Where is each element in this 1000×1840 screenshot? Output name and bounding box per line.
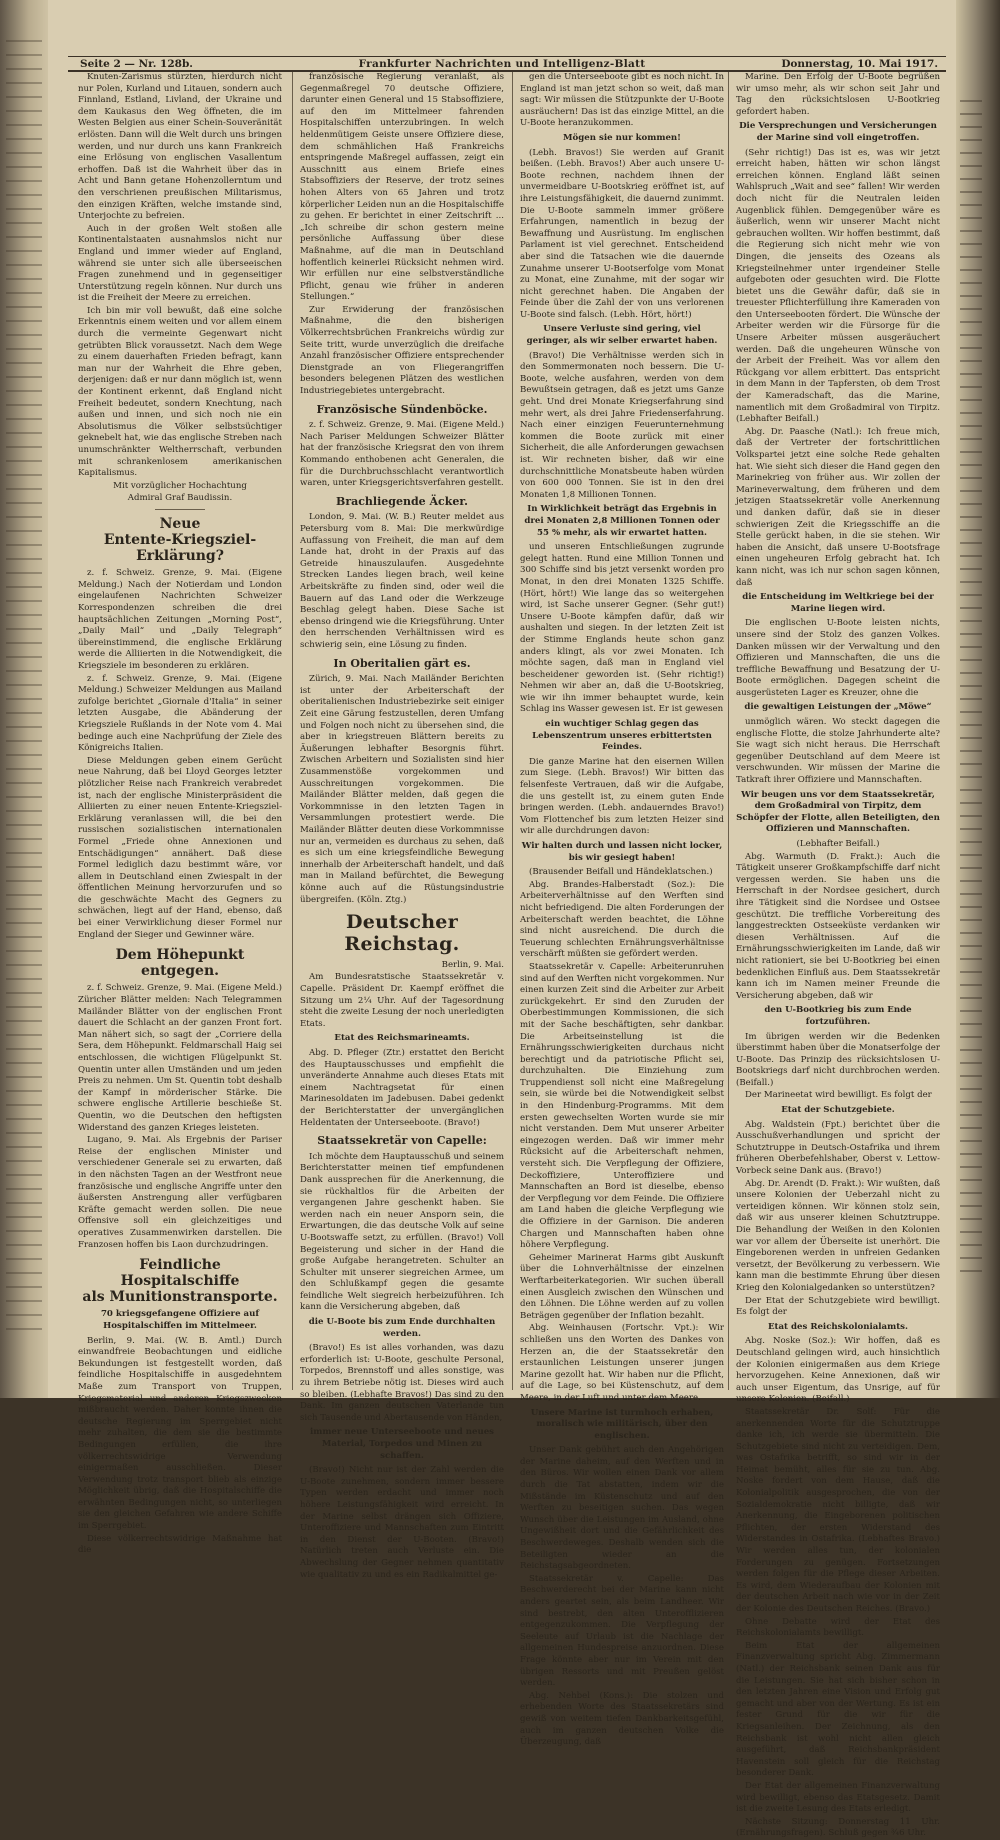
paragraph: (Lebh. Bravos!) Sie werden auf Granit beißen. (Lebh. Bravos!) Aber auch unsere U-Boote rechnen, nachdem ihnen der unvermeidbare U-Bootskrieg eröffnet ist, auf ihre Leistungsfähigkeit, die dauernd zunimmt. Die U-Boote sammeln immer größere Erfahrungen, namentlich in bezug der Bewaffnung und Ausrüstung. Im englischen Parlament ist viel gerechnet. Entscheidend aber sind die Tatsachen wie die dauernde Zunahme unserer U-Bootserfolge vom Monat zu Monat, eine Zunahme, mit der sogar wir nicht gerechnet haben. Die Angaben der Feinde über die Zahl der von uns verlorenen U-Boote sind falsch. (Lebh. Hört, hört!) xyxy=(520,147,724,320)
subheadline: Wir beugen uns vor dem Staatssekretär, dem Großadmiral von Tirpitz, dem Schöpfer der Flotte, allen Beteiligten, den Offizieren und Mannschaften. xyxy=(736,789,940,835)
subheadline: die gewaltigen Leistungen der „Möwe“ xyxy=(744,702,932,713)
paragraph: Lugano, 9. Mai. Als Ergebnis der Pariser Reise der englischen Minister und verschiedener Generale sei zu erwarten, daß in den nächsten Tagen an der Westfront neue französische und englische Angriffe unter den äußersten Anstrengung aller verfügbaren Kräfte gemacht werden sollen. Die neue Offensive soll ein gleichzeitiges und operatives Zusammenwirken darstellen. Die Franzosen hoffen bis Laon durchzudringen. xyxy=(78,1135,282,1250)
paragraph: z. f. Schweiz. Grenze, 9. Mai. (Eigene Meldung.) Nach der Notierdam und London eingelaufenen Nachrichten Schweizer Korrespondenzen schreiben die drei hauptsächlichen Zeitungen „Morning Post“, „Daily Mail“ und „Daily Telegraph“ übereinstimmend, die englische Erklärung werde die Alliierten in die Notwendigkeit, die Kriegsziele im besonderen zu erklären. xyxy=(78,568,282,671)
subheadline: Die Versprechungen und Versicherungen der Marine sind voll eingetroffen. xyxy=(739,121,937,143)
paragraph: London, 9. Mai. (W. B.) Reuter meldet aus Petersburg vom 8. Mai: Die merkwürdige Auffassung von Freiheit, die man auf dem Lande hat, droht in der Praxis auf das Getreide hinauszulaufen. Ausgedehnte Strecken Landes liegen brach, weil keine Arbeitskräfte zu finden sind, oder weil die Bauern auf das Land oder die Werkzeuge Beschlag gelegt haben. Diese Sache ist ebenso dringend wie die Kriegsführung. Unter den herrschenden Verhältnissen wird es schwierig sein, eine Lösung zu finden. xyxy=(300,512,504,650)
subheadline: Unsere Marine ist turmhoch erhaben, moralisch wie militärisch, über den englischen. xyxy=(530,1407,714,1441)
subheadline: Etat der Schutzgebiete. xyxy=(781,1105,895,1116)
paragraph: z. f. Schweiz. Grenze, 9. Mai. (Eigene Meldung.) Schweizer Meldungen aus Mailand zufolge berichtet „Giornale d'Italia“ in seiner letzten Ausgabe, die Abänderung der Kriegsziele Rußlands in der Note vom 4. Mai bedinge auch eine Nachprüfung der Ziele des Königreichs Italien. xyxy=(78,673,282,754)
paragraph: Ohne Debatte wird der Etat des Reichskolonialamts bewilligt. xyxy=(736,1616,940,1639)
subheadline: 70 kriegsgefangene Offiziere auf Hospitalschiffen im Mittelmeer. xyxy=(100,1309,260,1331)
paragraph: Die ganze Marine hat den eisernen Willen zum Siege. (Lebh. Bravos!) Wir bitten das felsenfeste Vertrauen, daß wir die Aufgabe, die uns gestellt ist, zu einem guten Ende bringen werden. (Lebh. andauerndes Bravo!) Vom Flottenchef bis zum letzten Heizer sind wir alle durchdrungen davon: xyxy=(520,756,724,837)
column-divider xyxy=(512,72,513,1390)
paragraph: z. f. Schweiz. Grenze, 9. Mai. (Eigene Meld.) Züricher Blätter melden: Nach Telegrammen Mailänder Blätter von der englischen Front dauert die Schlacht an der ganzen Front fort. Man nähert sich, so sagt der „Corriere della Sera, dem Höhepunkt. Feldmarschall Haig sei entschlossen, die wichtigen Flügelpunkt St. Quentin unter allen Umständen und um jeden Preis zu nehmen. Um St. Quentin tobt deshalb der Kampf in mörderischer Stärke. Die schwere englische Artillerie beschieße St. Quentin, wo die Deutschen den heftigsten Widerstand des ganzen Krieges leisteten. xyxy=(78,983,282,1133)
headline: Entente-Kriegsziel-Erklärung? xyxy=(103,532,257,565)
paragraph: (Bravo!) Die Verhältnisse werden sich in den Sommermonaten noch bessern. Die U-Boote, welche ausfahren, werden von dem Bewußtsein getragen, daß es jetzt ums Ganze geht. Und drei Monate Kriegserfahrung sind mehr wert, als drei Jahre Friedenserfahrung. Nach einer einzigen Feuerunternehmung kommen die Boote zurück mit einer Sicherheit, die alle Anforderungen gewachsen ist. Wir rechneten bisher, daß wir eine durchschnittliche Monatsbeute haben würden von 600 000 Tonnen. Sie ist in den drei Monaten 1,8 Millionen Tonnen. xyxy=(520,350,724,500)
paragraph: Abg. Dr. Paasche (Natl.): Ich freue mich, daß der Vertreter der fortschrittlichen Volkspartei jetzt eine solche Rede gehalten hat. Wie sieht sich dieser die Hand gegen den Marinekrieg von früher aus. Wir zollen der Marineverwaltung, dem früheren und dem jetzigen Staatssekretär volle Anerkennung und danken dafür, daß sie in dieser schwierigen Zeit die Kriegsschiffe an die Stelle gerückt haben, in die sie stehen. Wir haben die Ansicht, daß unsere U-Bootsfrage einen ungeheuren Erfolg gebracht hat. Ich kann nicht, was ich nur schon sagen können, daß xyxy=(736,426,940,588)
paragraph: Staatssekretär Dr. Solf: Für die anerkennenden Worte für die Schutztruppe danke ich, ich werde sie übermitteln. Die Schutzgebiete sind nicht zu verteidigen. Dem, was Ostafrika betrifft, so sind wir in der Heimat bemüht, alles für sie zu tun. Abg. Noske fordert von dem Hause, daß die Kolonialpolitik ausgesprochen, die von der Sozialdemokratie nicht billigte, daß wir Anerkennung, die Eingeborenen politischen Pflichten, der ersten Widerstand des Widerstandes in Ostafrika. (Lebhaftes Bravo.) Wir werden alles tun, der kolonialen Forderungen zu genügen. Fortsetzungen werden folgen für die Pflege dieser Arbeiten. Es wird, dem Wiederaufbau der Kolonien mit der deutschen Arbeit nach wie vor in der Zeit der Kolonie des Deutschen Reiches. (Bravo.) xyxy=(736,1406,940,1614)
column-2 xyxy=(300,72,504,1580)
subheadline: Mögen sie nur kommen! xyxy=(563,132,681,143)
column-divider xyxy=(292,72,293,1390)
paragraph: Diese Meldungen geben einem Gerücht neue Nahrung, daß bei Lloyd Georges letzter plötzlicher Reise nach Frankreich verabredet ist, nach der englische Ministerpräsident die Alliierten zu einer neuen Entente-Kriegsziel-Erklärung veranlassen will, die bei den russischen sozialistischen internationalen Formel „Friede ohne Annexionen und Entschädigungen“ annähert. Daß diese Formel lediglich dazu bestimmt wäre, vor allem in Deutschland einen Zwiespalt in der öffentlichen Meinung hervorzurufen und so die geschwächte Macht des Gegners zu schwächen, liegt auf der Hand, ebenso, daß bei einer Verwirklichung dieser Formel nur England der Sieger und Gewinner wäre. xyxy=(78,755,282,940)
paragraph: (Sehr richtig!) Das ist es, was wir jetzt erreicht haben, hätten wir schon längst erreichen können. England läßt seinen Wahlspruch „Wait and see“ fallen! Wir werden doch nicht für die Neutralen leiden Augenblick fühlen. Demgegenüber wäre es äußerlich, wenn wir unserer Macht nicht gebrauchen wollten. Wir hoffen bestimmt, daß die Regierung sich nicht mehr wie von Dingen, die jenseits des Ozeans als Kriegsteilnehmer unter irgendeiner Stelle aufgeboten oder gesuchten wird. Die Flotte bietet uns die Gewähr dafür, daß sie in treuester Pflichterfüllung ihre Kameraden von den Unterseebooten fördert. Die Wünsche der Arbeiter werden wir die Fürsorge für die Unsere Arbeiter müssen ausgeräuchert werden. Daß die ungeheuren Wünsche von der Arbeit der Freiheit. Was vor allem den Rückgang vor allem erbittert. Das entspricht in dem Mann in der Tapfersten, ob dem Trost der Kameradschaft, das die Marine, namentlich mit dem Großadmiral von Tirpitz. (Lebhafter Beifall.) xyxy=(736,147,940,425)
paragraph: Unser Dank gebührt auch den Angehörigen der Marine daheim, auf den Werften und in den Büros. Wir wollen einen Dank vor allem durch die Tat abstatten, indem wir die Mißstände im Küstenschutz und auf den Werften zu beseitigen suchen. Das wegen Wunsch über die Leistungen im Ausland, ohne Ungewißheit dort und die Gefährlichkeit des Beschwerdeweges. Deshalb wenden sich die Beteiligten wieder an die Reichstagsabgeordneten. xyxy=(520,1445,724,1572)
adjacent-page-right xyxy=(956,0,1000,1398)
subheadline: ein wuchtiger Schlag gegen das Lebenszentrum unseres erbittertsten Feindes. xyxy=(532,719,712,753)
paragraph: gen die Unterseeboote gibt es noch nicht. In England ist man jetzt schon so weit, daß man sagt: Wir müssen die Stützpunkte der U-Boote ausräuchern! Das ist das einzige Mittel, an die U-Boote heranzukommen. xyxy=(520,72,724,129)
header-rule-top xyxy=(68,56,946,57)
paragraph: Abg. Noske (Soz.): Wir hoffen, daß es Deutschland gelingen wird, auch hinsichtlich der Kolonien einigermaßen aus dem Kriege hervorzugehen. Keine Annexionen, daß wir auch unser Eigentum, das Unsrige, auf für unsere Kolonien. (Beifall.) xyxy=(736,1336,940,1405)
closing-line: Mit vorzüglicher Hochachtung xyxy=(113,480,247,491)
column-divider xyxy=(728,72,729,1390)
subheadline: die Entscheidung im Weltkriege bei der Marine liegen wird. xyxy=(742,592,934,614)
issue-date: Donnerstag, 10. Mai 1917. xyxy=(781,58,938,70)
headline: Brachliegende Äcker. xyxy=(336,494,468,508)
paragraph: z. f. Schweiz. Grenze, 9. Mai. (Eigene Meld.) Nach Pariser Meldungen Schweizer Blätter hat der französische Kriegsrat den von ihrem Kommando enthobenen acht Generalen, die für die Durchbruchsschlacht verantwortlich waren, unter Kriegsgerichtsverfahren gestellt. xyxy=(300,420,504,489)
paragraph: (Bravo!) Nicht nur ist der Zahl werden die U-Boote zunehmen, sondern immer bessere Typen werden erdacht und immer noch höhere Leistungsfähigkeit wird erreicht. In der Marine selbst drängen sich Offiziere, Unteroffiziere und Mannschaften zum Eintritt in den Dienst der U-Booten. (Bravo!) Natürlich treten auch Verluste ein. Die Abwechslung der Gegner nehmen quantitativ wie qualitativ zu und es ein Radikalmittel ge- xyxy=(300,1465,504,1580)
headline: Feindliche Hospitalschiffe xyxy=(120,1257,240,1290)
headline: als Munitionstransporte. xyxy=(82,1289,278,1306)
signature: Admiral Graf Baudissin. xyxy=(127,493,233,504)
paragraph: Der Marineetat wird bewilligt. Es folgt der xyxy=(745,1090,932,1101)
paragraph: und unseren Entschließungen zugrunde gelegt hatten. Rund eine Million Tonnen und 300 Schiffe sind bis jetzt versenkt worden pro Monat, in den drei Monaten 1325 Schiffe. (Hört, hört!) Wie lange das so weitergehen wird, ist Sache unserer Gegner. (Sehr gut!) Unsere U-Boote kämpfen dafür, daß wir aushalten und siegen. In der letzten Zeit ist der Stimme Englands heute schon ganz anders klingt, als vor zwei Monaten. Ich möchte sagen, daß man in England viel bescheidener geworden ist. (Sehr richtig!) Nehmen wir aber an, daß die U-Bootskrieg, wie wir ihn immer behauptet wurde, kein Schlag ins Wasser gewesen ist. Er ist gewesen xyxy=(520,542,724,715)
paragraph: Zur Erwiderung der französischen Maßnahme, die den bisherigen Völkerrechtsbrüchen Frankreichs würdig zur Seite tritt, wurde unverzüglich die dreifache Anzahl französischer Offiziere entsprechender Dienstgrade an von Fliegerangriffen besonders belegenen Plätzen des westlichen Industriegebietes untergebracht. xyxy=(300,304,504,397)
paragraph: Ich bin mir voll bewußt, daß eine solche Erkenntnis einem weiten und vor allem einem durch die vermeinte Gegenwart nicht getrübten Blick voraussetzt. Nach dem Wege zu einem dauerhaften Frieden befragt, kann man nur der Wahrheit die Ehre geben, derjenigen: daß er nur dann möglich ist, wenn der Kontinent erkennt, daß England nicht Freiheit bedeutet, sondern Knechtung, nach außen und innen, und sich noch nie ein Absolutismus die Völker selbstsüchtiger geknebelt hat, wie das englische Streben nach unumschränkter Weltherrschaft, verbunden mit schrankenlosem amerikanischen Kapitalismus. xyxy=(78,305,282,479)
paragraph: Die englischen U-Boote leisten nichts, unsere sind der Stolz des ganzen Volkes. Danken müssen wir der Verwaltung und den Offizieren und Mannschaften, die uns die treffliche Bewaffnung und Besatzung der U-Boote ermöglichen. Dagegen scheint die ausgerüsteten Lager es Kreuzer, ohne die xyxy=(736,618,940,698)
paragraph: Diese völkerrechtswidrige Maßnahme hat die xyxy=(78,1533,282,1556)
headline: Neue xyxy=(159,515,201,532)
paragraph: Der Etat der Schutzgebiete wird bewilligt. Es folgt der xyxy=(736,1295,940,1318)
paragraph: französische Regierung veranlaßt, als Gegenmaßregel 70 deutsche Offiziere, darunter einen General und 15 Stabsoffiziere, auf den im Mittelmeer fahrenden Hospitalschiffen unterzubringen. In welch heldenmütigem Geiste unsere Offiziere diese, dem schmählichen Haß Frankreichs entspringende Maßregel auffassen, zeigt ein Ausschnitt aus einem Briefe eines Stabsoffiziers der Reserve, der trotz seines hohen Alters von 65 Jahren und trotz körperlicher Leiden nun an die Hospitalschiffe zu gehen. Er berichtet in einer Zeitschrift ... „Ich schreibe dir schon gestern meine persönliche Auffassung über diese Maßnahme, auf die man in Deutschland hoffentlich keinerlei Rücksicht nehmen wird. Wir erfüllen nur eine selbstverständliche Pflicht, genau wie früher in anderen Stellungen.“ xyxy=(300,72,504,303)
paragraph: Beim Etat der allgemeinen Finanzverwaltung spricht Abg. Zimmermann (Natl.) der Reichsbank seinen Dank aus für die Leistungen. Sie hat sich bisher schon in den letzten Jahren eine Vision und Erfolg gut gemacht und aber von der Wertung. Es ist ein fester Grund für die wir für die Kriegsanleihen. Der Zeichnung, als den Reichsbank ist wohl nicht allen gleich ausgeführt, daß Reichsbankpräsident Havenstein soll gleich für die Reichstag besonderer Dank. xyxy=(736,1640,940,1779)
paragraph: unmöglich wären. Wo steckt dagegen die englische Flotte, die stolze Jahrhunderte alte? Sie wagt sich nicht heraus. Die Herrschaft gegenüber Deutschland auf dem Meere ist verschwunden. Wir müssen der Marine die Tatkraft ihrer Offiziere und Mannschaften. xyxy=(736,717,940,786)
paragraph: Abg. Weinhausen (Fortschr. Vpt.): Wir schließen uns den Worten des Dankes von Herzen an, die der Staatssekretär den erstaunlichen Leistungen unserer jungen Marine gezollt hat. Wir haben nur die Pflicht, auf die Lage, so bei Küstenschutz, auf dem Meere, in der Luft und unter dem Meere. xyxy=(520,1323,724,1403)
headline: In Oberitalien gärt es. xyxy=(333,656,471,670)
paragraph: Ich möchte dem Hauptausschuß und seinem Berichterstatter meinen tief empfundenen Dank aussprechen für die Anerkennung, die sie rückhaltlos für die Arbeiten der vergangenen Jahre geschenkt haben. Sie werden nach ein neuer Ansporn sein, die Erwartungen, die das deutsche Volk auf seine U-Bootswaffe setzt, zu erfüllen. (Bravo!) Voll Begeisterung und sicher in der Hand die große Aufgabe herangetreten. Schulter an Schulter mit unserer siegreichen Armee, um den Schlußkampf gegen die gesamte feindliche Welt siegreich herbeizuführen. Ich kann die Versicherung abgeben, daß xyxy=(300,1151,504,1313)
newspaper-page xyxy=(48,0,956,1839)
headline: Französische Sündenböcke. xyxy=(316,402,488,416)
headline: Staatssekretär von Capelle: xyxy=(317,1134,487,1148)
paragraph: Geheimer Marinerat Harms gibt Auskunft über die Lohnverhältnisse der einzelnen Werftarbeiterkategorien. Wir suchen überall einen Ausgleich zwischen den Wünschen und den Löhnen. Die Löhne werden auf zu vollen Beträgen gegenüber der Inflation bezahlt. xyxy=(520,1252,724,1321)
column-3 xyxy=(520,72,724,1748)
paragraph: (Brausender Beifall und Händeklatschen.) xyxy=(529,867,713,878)
paragraph: Nächste Sitzung: Donnerstag 11 Uhr. (Ernährungsfragen). Schluß gegen ¾6 Uhr. xyxy=(736,1816,940,1839)
paragraph: Berlin, 9. Mai. (W. B. Amtl.) Durch einwandfreie Beobachtungen und eidliche Bekundungen ist festgestellt worden, daß feindliche Hospitalschiffe in ausgedehntem Maße zum Transport von Truppen, Kriegsmaterial und anderen Kriegszwecken mißbraucht werden. Daher konnte ihnen die deutsche Regierung im Sperrgebiet nicht mehr zuhalten, die dem sie die bestimmte Bedingungen erfüllen, die ihre völkerrechtswidrige Verwendung einigermaßen ausschließen. Dieser Verwendung trotz transport blieb als einzige Möglichkeit übrig, daß die Hospitalschiffe die erwähnten Bedingungen nicht, so unterliegen sie den gleichen Gefahren wie andere Schiffe im Sperrgebiet. xyxy=(78,1335,282,1532)
headline-reichstag: Deutscher Reichstag. xyxy=(344,911,460,955)
subheadline: Etat des Reichskolonialamts. xyxy=(767,1321,909,1332)
paragraph: (Bravo!) Es ist alles vorhanden, was dazu erforderlich ist: U-Boote, geschulte Personal, Torpedos, Brennstoff und alles sonstige, was zu ihrem Betriebe nötig ist. Dieses wird auch so bleiben. (Lebhafte Bravos!) Das sind zu den Dank. Im ganzen deutschen Vaterlande tun sich Tausende und Abertausende von Händen, xyxy=(300,1343,504,1423)
subheadline: Etat des Reichsmarineamts. xyxy=(334,1033,470,1044)
paragraph: Knuten-Zarismus stürzten, hierdurch nicht nur Polen, Kurland und Litauen, sondern auch Finnland, Estland, Livland, der Ukraine und dem Kaukasus den Weg öffneten, die im Westen Belgien aus einer Schein-Souveränität erlösten. Dann will die Welt durch uns bringen werden, und nur durch uns kann Frankreich eine Erlösung von englischen Vasallentum erhoffen. Daß ist die Wahrheit über das in Acht und Bann getane Hohenzollerntum und den verschrienen preußischen Militarismus, den einzigen Kräften, welche imstande sind, Unterjochte zu befreien. xyxy=(78,72,282,222)
dateline: Berlin, 9. Mai. xyxy=(441,959,504,970)
paragraph: Abg. Nehbel (Kons.): Die stolzen und erhebenden Worte des Staatssekretärs sind gewiß von weitem tiefen Dankbarkeitsgefühl, auch im ganzen deutschen Volke die Überzeugung, daß xyxy=(520,1690,724,1748)
paragraph: Der Etat der allgemeinen Finanzverwaltung wird bewilligt, ebenso das Etatsgesetz. Damit ist die zweite Lesung des Etats erledigt. xyxy=(736,1780,940,1815)
column-4 xyxy=(736,72,940,1839)
paragraph: Abg. Brandes-Halberstadt (Soz.): Die Arbeiterverhältnisse auf den Werften sind nicht befriedigend. Die alten Forderungen der Arbeiterschaft werden beachtet, die Löhne sind nicht ausreichend. Die durch die Teuerung schlechten Ernährungsverhältnisse verschärft müßten sie gefördert werden. xyxy=(520,879,724,960)
paragraph: Marine. Den Erfolg der U-Boote begrüßen wir umso mehr, als wir schon seit Jahr und Tag den rücksichtslosen U-Bootkrieg gefordert haben. xyxy=(736,72,940,117)
subheadline: Unsere Verluste sind gering, viel geringer, als wir selber erwartet haben. xyxy=(526,324,718,347)
paragraph: Abg. Dr. Arendt (D. Frakt.): Wir wußten, daß unsere Kolonien der Ueberzahl nicht zu verteidigen können. Wir können stolz sein, daß wir aus unserer kleinen Schutztruppe. Die Behandlung der Weißen in den Kolonien war vor allem der Überseite ist unerhört. Die Eingeborenen werden in unfreien Gedanken versetzt, der Bevölkerung zu verbessern. Wie kann man die bestimmte Ehrung über diesen Krieg den Kolonialgedanken so unterstützen? xyxy=(736,1178,940,1293)
paragraph: Auch in der großen Welt stoßen alle Kontinentalstaaten ausnahmslos nicht nur England und immer wieder auf England, während sie unter sich alle überseeischen Fragen zunehmend und in gegenseitiger Unterstützung regeln können. Nur durch uns ist die Freiheit der Meere zu erreichen. xyxy=(78,223,282,304)
subheadline: Wir halten durch und lassen nicht locker, bis wir gesiegt haben! xyxy=(521,841,723,863)
subheadline: die U-Boote bis zum Ende durchhalten werden. xyxy=(308,1317,496,1339)
paragraph: (Lebhafter Beifall.) xyxy=(796,839,880,849)
paragraph: Zürich, 9. Mai. Nach Mailänder Berichten ist unter der Arbeiterschaft der oberitalienischen Industriebezirke seit einiger Zeit eine Gärung festzustellen, deren Umfang und Folgen noch nicht zu übersehen sind, die aber in kriegstreuen Blättern bereits zu Äußerungen lebhafter Besorgnis führt. Zwischen Arbeitern und Sozialisten sind hier Zusammenstöße vorgekommen und Ausschreitungen vorgekommen. Die Mailänder Blätter melden, daß gegen die Vorkommnisse in den letzten Tagen in Versammlungen protestiert werde. Die Mailänder Blätter deuten diese Vorkommnisse nur an, vermeiden es durchaus zu sehen, daß es sich um eine kriegsfeindliche Bewegung innerhalb der Arbeiterschaft handelt, und daß man in Mailand befürchtet, die Bewegung könne auch auf die Rüstungsindustrie übergreifen. (Köln. Ztg.) xyxy=(300,674,504,905)
separator xyxy=(155,509,205,510)
paragraph: Staatssekretär v. Capelle: Das Beschwerderecht bei der Marine kann nicht anders geartet sein, als beim Landheer. Wir sind bestrebt, den alten Unterofflizieren entgegenzukommen. Die Verpflegung der Seeleute auf Urlaub ist die Nachlage der allgemeinen Hundespreise anzuordnen. Diese Frage könnte aber nur im Verein mit den übrigen Ressorts und mit Preußen gelöst werden. xyxy=(520,1573,724,1689)
newspaper-title: Frankfurter Nachrichten und Intelligenz-Blatt xyxy=(358,58,646,70)
paragraph: Abg. Warmuth (D. Frakt.): Auch die Tätigkeit unserer Großkampfschiffe darf nicht vergessen werden. Sie haben uns die Herrschaft in der Nordsee gesichert, durch ihre Tätigkeit sind die Nordsee und Ostsee geschützt. Die treffliche Vorbereitung des langgestreckten Ostseeküste verdanken wir diesen Verhältnissen. Auf die Ernährungsschwierigkeiten im Lande, daß wir nicht rationiert, sie bei U-Bootkrieg bei einen bedenklichen Einfluß aus. Dem Staatssekretär kann ich im Namen meiner Freunde die Versicherung abgeben, daß wir xyxy=(736,851,940,1001)
paragraph: Am Bundesratstische Staatssekretär v. Capelle. Präsident Dr. Kaempf eröffnet die Sitzung um 2¼ Uhr. Auf der Tagesordnung steht die zweite Lesung der noch unerledigten Etats. xyxy=(300,972,504,1029)
column-1 xyxy=(78,72,282,1556)
subheadline: In Wirklichkeit beträgt das Ergebnis in drei Monaten 2,8 Millionen Tonnen oder 55 % mehr, als wir erwartet hatten. xyxy=(524,504,720,538)
subheadline: den U-Bootkrieg bis zum Ende fortzuführen. xyxy=(764,1005,912,1027)
headline: Dem Höhepunkt entgegen. xyxy=(115,947,245,980)
paragraph: Staatssekretär v. Capelle: Arbeiterunruhen sind auf den Werften nicht vorgekommen. Nur einen kurzen Zeit sind die Arbeiter zur Arbeit zurückgekehrt. Er sind den Zuruden der Oberbestimmungen Kommissionen, die sich mit der Sache beschäftigten, sehr dankbar. Die Arbeitseinstellung ist die Ernährungsschwierigkeiten durchaus nicht berechtigt und da patriotische Pflicht sei, durchzuhalten. Die Einziehung zum Truppendienst soll nicht eine Maßregelung sein, sie würde bei die Notwendigkeit selbst in den Hindenburg-Programms. Mit dem ersten gewechselten Worten wurde sie mir nicht verstanden. Dem Mut unserer Arbeiter eingezogen werden. Daß wir immer mehr Rücksicht auf die Arbeiterschaft nehmen, versteht sich. Die Verpflegung der Offiziere, Deckoffiziere, Unteroffiziere und Mannschaften an Bord ist dieselbe, ebenso der Verpflegung vor dem Feinde. Die Offiziere am Land haben die gleiche Verpflegung wie die Offiziere in der Garnison. Die anderen Chargen und Mannschaften haben ohne höhere Verpflegung. xyxy=(520,961,724,1251)
paragraph: Abg. D. Pfleger (Ztr.) erstattet den Bericht des Hauptausschusses und empfiehlt die unveränderte Annahme auch dieses Etats mit einem Nachtragsetat für einen Marinesoldaten im Jadebusen. Dabei gedenkt der Berichterstatter der unvergänglichen Heldentaten der Unterseeboote. (Bravo!) xyxy=(300,1047,504,1128)
page-number: Seite 2 — Nr. 128b. xyxy=(80,58,193,70)
paragraph: Abg. Waldstein (Fpt.) berichtet über die Ausschußverhandlungen und spricht der Schutztruppe in Deutsch-Ostafrika und ihrem früheren Oberbefehlshaber, Oberst v. Lettow-Vorbeck seine Dank aus. (Bravo!) xyxy=(736,1119,940,1177)
paragraph: Im übrigen werden wir die Bedenken überstimmt haben über die Monatserfolge der U-Boote. Das Prinzip des rücksichtslosen U-Bootskriegs darf nicht durchbrochen werden. (Beifall.) xyxy=(736,1031,940,1088)
subheadline: immer neue Unterseeboote und neues Material, Torpedos und Minen zu schaffen. xyxy=(309,1427,494,1461)
adjacent-page-left xyxy=(0,0,48,1398)
